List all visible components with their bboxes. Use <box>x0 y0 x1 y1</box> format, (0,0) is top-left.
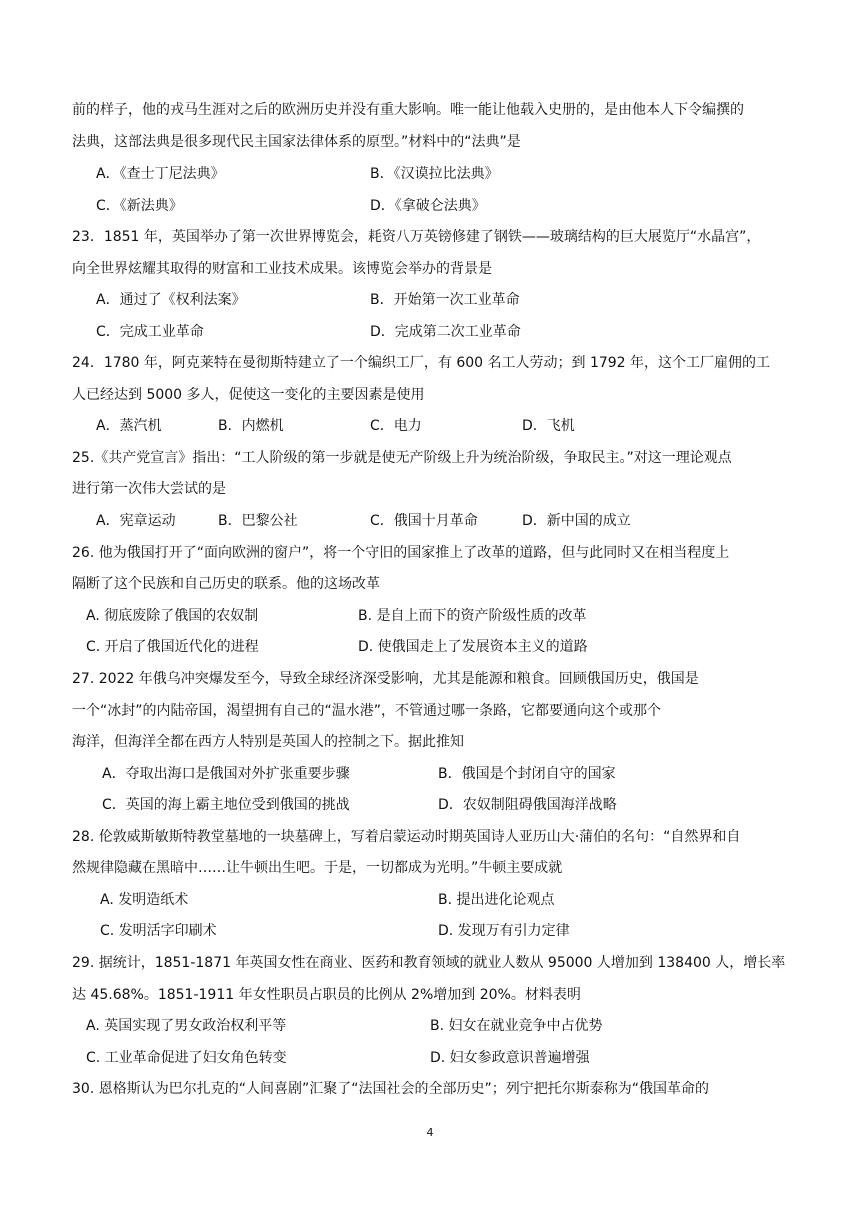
q24-option-a: A．蒸汽机 <box>96 418 162 434</box>
q28-line-1: 28. 伦敦威斯敏斯特教堂墓地的一块墓碑上，写着启蒙运动时期英国诗人亚历山大·蒲伯的名句：“自然界和自 <box>72 829 741 845</box>
q25-line-1: 25.《共产党宣言》指出：“工人阶级的第一步就是使无产阶级上升为统治阶级，争取民主。”对这一理论观点 <box>72 450 732 466</box>
q25-line-2: 进行第一次伟大尝试的是 <box>72 481 226 497</box>
q22-line-2: 法典，这部法典是很多现代民主国家法律体系的原型。”材料中的“法典”是 <box>72 134 521 150</box>
q27-option-c: C．英国的海上霸主地位受到俄国的挑战 <box>102 797 350 813</box>
q29-option-b: B. 妇女在就业竞争中占优势 <box>430 1018 603 1034</box>
q23-line-2: 向全世界炫耀其取得的财富和工业技术成果。该博览会举办的背景是 <box>72 261 492 277</box>
q29-option-c: C. 工业革命促进了妇女角色转变 <box>86 1050 287 1066</box>
q24-line-1: 24．1780 年，阿克莱特在曼彻斯特建立了一个编织工厂，有 600 名工人劳动；到 1792 年，这个工厂雇佣的工 <box>72 355 771 371</box>
q26-option-a: A. 彻底废除了俄国的农奴制 <box>86 608 259 624</box>
q24-option-b: B．内燃机 <box>218 418 284 434</box>
q25-option-c: C．俄国十月革命 <box>370 513 478 529</box>
q27-option-a: A．夺取出海口是俄国对外扩张重要步骤 <box>102 766 350 782</box>
q24-option-d: D．飞机 <box>522 418 575 434</box>
q26-option-c: C. 开启了俄国近代化的进程 <box>86 639 259 655</box>
q27-line-1: 27. 2022 年俄乌冲突爆发至今，导致全球经济深受影响，尤其是能源和粮食。回顾俄国历史，俄国是 <box>72 671 699 687</box>
q28-option-c: C. 发明活字印刷术 <box>100 923 217 939</box>
q27-line-3: 海洋，但海洋全都在西方人特别是英国人的控制之下。据此推知 <box>72 734 464 750</box>
q25-option-b: B．巴黎公社 <box>218 513 298 529</box>
q26-option-d: D. 使俄国走上了发展资本主义的道路 <box>358 639 588 655</box>
q30-line-1: 30. 恩格斯认为巴尔扎克的“人间喜剧”汇聚了“法国社会的全部历史”；列宁把托尔斯泰称为“俄国革命的 <box>72 1081 709 1097</box>
q29-line-1: 29. 据统计，1851-1871 年英国女性在商业、医药和教育领域的就业人数从 95000 人增加到 138400 人，增长率 <box>72 955 786 971</box>
q22-option-d: D．《拿破仑法典》 <box>370 198 486 214</box>
q26-option-b: B. 是自上而下的资产阶级性质的改革 <box>358 608 587 624</box>
q23-option-c: C．完成工业革命 <box>96 324 204 340</box>
q29-line-2: 达 45.68%。1851-1911 年女性职员占职员的比例从 2%增加到 20%。材料表明 <box>72 987 581 1003</box>
q27-line-2: 一个“冰封”的内陆帝国，渴望拥有自己的“温水港”，不管通过哪一条路，它都要通向这个或那个 <box>72 703 662 719</box>
q26-line-1: 26. 他为俄国打开了“面向欧洲的窗户”，将一个守旧的国家推上了改革的道路，但与此同时又在相当程度上 <box>72 545 730 561</box>
q22-option-a: A．《查士丁尼法典》 <box>96 166 225 182</box>
q26-line-2: 隔断了这个民族和自己历史的联系。他的这场改革 <box>72 576 380 592</box>
q28-option-d: D. 发现万有引力定律 <box>438 923 570 939</box>
q25-option-d: D．新中国的成立 <box>522 513 631 529</box>
q24-option-c: C．电力 <box>370 418 422 434</box>
q28-option-a: A. 发明造纸术 <box>100 892 189 908</box>
q28-line-2: 然规律隐藏在黑暗中……让牛顿出生吧。于是，一切都成为光明。”牛顿主要成就 <box>72 860 563 876</box>
q23-line-1: 23．1851 年，英国举办了第一次世界博览会，耗资八万英镑修建了钢铁——玻璃结构的巨大展览厅“水晶宫”， <box>72 229 761 245</box>
q27-option-d: D．农奴制阻碍俄国海洋战略 <box>438 797 617 813</box>
q29-option-d: D. 妇女参政意识普遍增强 <box>430 1050 590 1066</box>
q24-line-2: 人已经达到 5000 多人，促使这一变化的主要因素是使用 <box>72 387 425 403</box>
q23-option-b: B．开始第一次工业革命 <box>370 292 520 308</box>
q22-option-b: B．《汉谟拉比法典》 <box>370 166 499 182</box>
q25-option-a: A．宪章运动 <box>96 513 176 529</box>
q27-option-b: B．俄国是个封闭自守的国家 <box>438 766 616 782</box>
q28-option-b: B. 提出进化论观点 <box>438 892 555 908</box>
q23-option-a: A．通过了《权利法案》 <box>96 292 246 308</box>
q22-line-1: 前的样子，他的戎马生涯对之后的欧洲历史并没有重大影响。唯一能让他载入史册的，是由他本人下令编撰的 <box>72 102 744 118</box>
q23-option-d: D．完成第二次工业革命 <box>370 324 521 340</box>
page-number: 4 <box>426 1126 434 1139</box>
q29-option-a: A. 英国实现了男女政治权利平等 <box>86 1018 287 1034</box>
q22-option-c: C．《新法典》 <box>96 198 183 214</box>
